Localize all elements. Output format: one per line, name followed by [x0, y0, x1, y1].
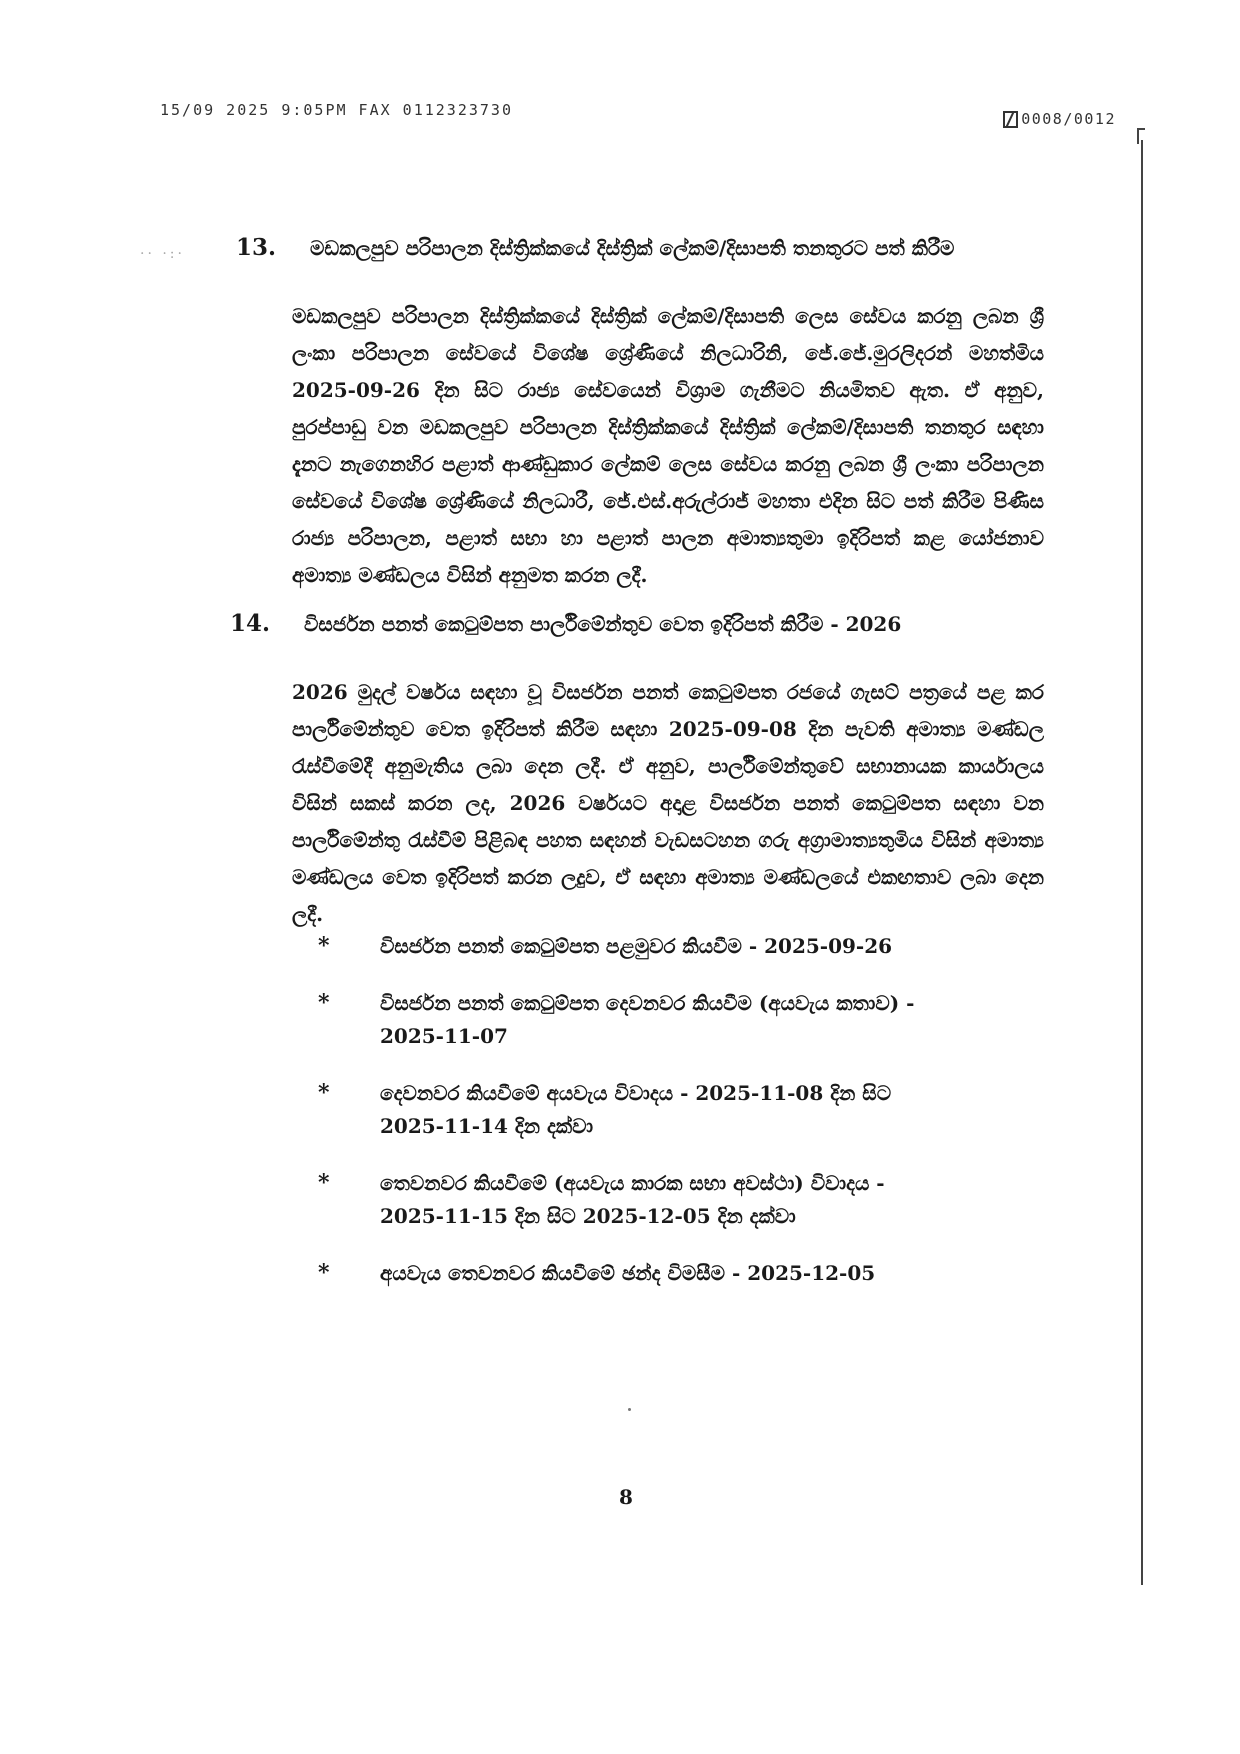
- list-item-text: විසර්ජන පනත් කෙටුම්පත පළමුවර කියවීම - 2025-09-26: [380, 934, 893, 958]
- section-number: 13.: [236, 234, 277, 261]
- scan-dot: [628, 1408, 631, 1411]
- fax-header-line: 15/09 2025 9:05PM FAX 0112323730: [160, 101, 513, 119]
- list-item: [318, 1167, 1038, 1233]
- section-title: විසර්ජන පනත් කෙටුම්පත පාර්ලිමේන්තුව වෙත ඉදිරිපත් කිරීම - 2026: [304, 612, 902, 636]
- page-edge-line: [1141, 140, 1143, 1585]
- list-item-text: විසර්ජන පනත් කෙටුම්පත දෙවනවර කියවීම (අයවැය කතාව) - 2025-11-07: [380, 991, 915, 1048]
- scan-smudge: ·· ·:·: [140, 246, 185, 262]
- bullet-marker: *: [318, 990, 330, 1016]
- section-13-paragraph: මඩකලපුව පරිපාලන දිස්ත්‍රික්කයේ දිස්ත්‍රික් ලේකම්/දිසාපති ලෙස සේවය කරනු ලබන ශ්‍රී ලංකා පරිපාලන සේවයේ විශේෂ ශ්‍රේණියේ නිලධාරිනි, ජේ.ජේ.මුරලිදරන් මහත්මිය 2025-09-26 දින සිට රාජ්‍ය සේවයෙන් විශ්‍රාම ගැනීමට නියමිතව ඇත. ඒ අනුව, පුරප්පාඩු වන මඩකලපුව පරිපාලන දිස්ත්‍රික්කයේ දිස්ත්‍රික් ලේකම්/දිසාපති තනතුර සඳහා දැනට නැගෙනහිර පළාත් ආණ්ඩුකාර ලේකම් ලෙස සේවය කරනු ලබන ශ්‍රී ලංකා පරිපාලන සේවයේ විශේෂ ශ්‍රේණියේ නිලධාරී, ජේ.එස්.අරුල්රාජ් මහතා එදින සිට පත් කිරීම පිණිස රාජ්‍ය පරිපාලන, පළාත් සභා හා පළාත් පාලන අමාත්‍යතුමා ඉදිරිපත් කළ යෝජනාව අමාත්‍ය මණ්ඩලය විසින් අනුමත කරන ලදී.: [292, 304, 1044, 587]
- list-item-text: අයවැය තෙවනවර කියවීමේ ඡන්ද විමසීම - 2025-12-05: [380, 1261, 876, 1285]
- list-item: [318, 1077, 1038, 1143]
- bullet-marker: *: [318, 933, 330, 959]
- section-number: 14.: [230, 610, 271, 637]
- bullet-marker: *: [318, 1170, 330, 1196]
- checkbox-mark-icon: [1003, 111, 1018, 128]
- list-item-text: තෙවනවර කියවීමේ (අයවැය කාරක සභා අවස්ථා) විවාදය - 2025-11-15 දින සිට 2025-12-05 දින දක්වා: [380, 1171, 885, 1228]
- section-14-paragraph: 2026 මුදල් වර්ෂය සඳහා වූ විසර්ජන පනත් කෙටුම්පත රජයේ ගැසට් පත්‍රයේ පළ කර පාර්ලිමේන්තුව වෙත ඉදිරිපත් කිරීම සඳහා 2025-09-08 දින පැවති අමාත්‍ය මණ්ඩල රැස්වීමේදී අනුමැතිය ලබා දෙන ලදී. ඒ අනුව, පාර්ලිමේන්තුවේ සභානායක කාර්යාලය විසින් සකස් කරන ලද, 2026 වර්ෂයට අදාළ විසර්ජන පනත් කෙටුම්පත සඳහා වන පාර්ලිමේන්තු රැස්වීම් පිළිබඳ පහත සඳහන් වැඩසටහන ගරු අග්‍රාමාත්‍යතුමිය විසින් අමාත්‍ය මණ්ඩලය වෙත ඉදිරිපත් කරන ලදුව, ඒ සඳහා අමාත්‍ය මණ්ඩලයේ එකඟතාව ලබා දෙන ලදී.: [292, 680, 1044, 926]
- list-item: [318, 987, 1038, 1053]
- section-14-heading: [230, 610, 901, 637]
- list-item: [318, 930, 1038, 963]
- section-13-heading: [236, 234, 954, 261]
- list-item: [318, 1257, 1038, 1290]
- list-item-text: දෙවනවර කියවීමේ අයවැය විවාදය - 2025-11-08 දින සිට 2025-11-14 දින දක්වා: [380, 1081, 892, 1138]
- page-number: 8: [619, 1485, 633, 1509]
- fax-page-counter: [1003, 110, 1116, 128]
- schedule-list: [318, 930, 1038, 1314]
- bullet-marker: *: [318, 1260, 330, 1286]
- fax-page-counter-text: 0008/0012: [1021, 110, 1116, 128]
- section-title: මඩකලපුව පරිපාලන දිස්ත්‍රික්කයේ දිස්ත්‍රික් ලේකම්/දිසාපති තනතුරට පත් කිරීම: [310, 236, 955, 260]
- bullet-marker: *: [318, 1080, 330, 1106]
